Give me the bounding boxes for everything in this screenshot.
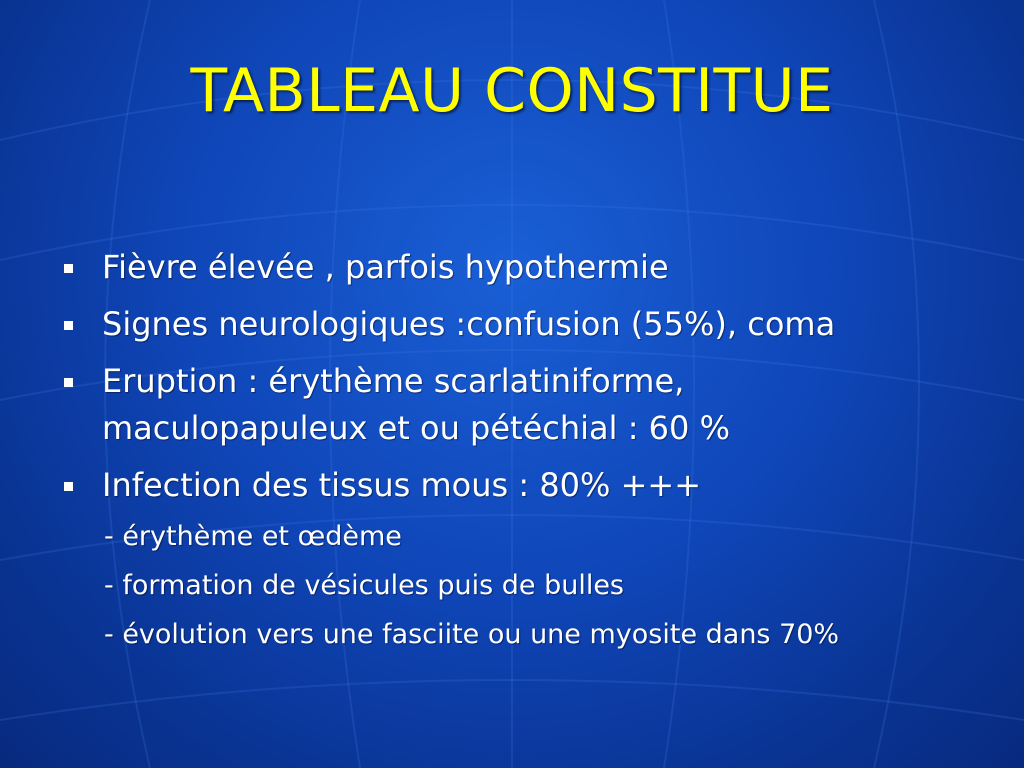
slide-title: TABLEAU CONSTITUE [190,56,834,126]
sub-item: - érythème et œdème [104,521,402,552]
sub-item: - évolution vers une fasciite ou une myosite dans 70% [104,619,840,650]
bullet-item [62,244,1002,291]
square-bullet-icon [64,482,73,491]
sub-item: - formation de vésicules puis de bulles [104,570,625,601]
square-bullet-icon [64,264,73,273]
bullet-item [62,301,1002,348]
bullet-text: Eruption : érythème scarlatiniforme, [102,362,685,400]
square-bullet-icon [64,378,73,387]
slide-body [62,244,1002,666]
square-bullet-icon [64,321,73,330]
bullet-text: Signes neurologiques :confusion (55%), coma [102,305,836,343]
bullet-text-continuation: maculopapuleux et ou pétéchial : 60 % [102,409,730,447]
bullet-text: Infection des tissus mous : 80% +++ [102,466,702,504]
bullet-item [62,358,1002,452]
bullet-item [62,462,1002,509]
bullet-text: Fièvre élevée , parfois hypothermie [102,248,669,286]
